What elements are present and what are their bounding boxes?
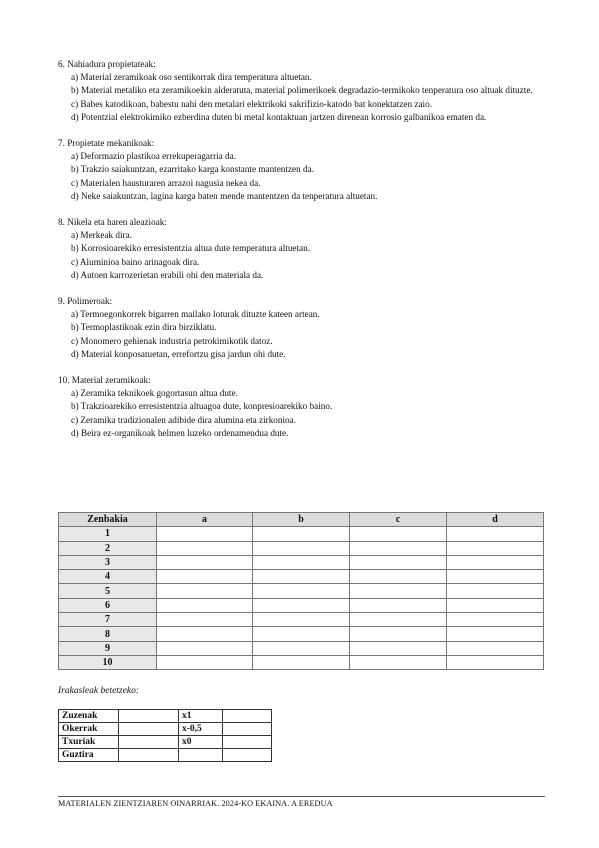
answer-cell-b[interactable] xyxy=(253,570,350,584)
answer-row xyxy=(59,598,544,612)
question-option: c) Zeramika tradizionalen adibide dira alumina eta zirkonioa. xyxy=(71,414,296,425)
page-footer: MATERIALEN ZIENTZIAREN OINARRIAK. 2024-KO EKAINA. A EREDUA xyxy=(58,799,333,808)
answer-row-number: 1 xyxy=(59,527,157,541)
header-option-b: b xyxy=(253,513,350,527)
score-result-cell[interactable] xyxy=(223,710,272,723)
answer-row-number: 9 xyxy=(59,641,157,655)
question-block xyxy=(58,295,546,361)
question-block xyxy=(58,58,546,124)
answer-cell-a[interactable] xyxy=(157,541,253,555)
answer-row xyxy=(59,570,544,584)
score-result-cell[interactable] xyxy=(223,723,272,736)
question-option: b) Material metaliko eta zeramikoekin alderatuta, material polimerikoek degradazio-termikoko tenperatura oso altuak dituzte. xyxy=(71,85,533,96)
answer-cell-a[interactable] xyxy=(157,527,253,541)
answer-cell-c[interactable] xyxy=(350,613,447,627)
answer-cell-c[interactable] xyxy=(350,627,447,641)
answer-cell-c[interactable] xyxy=(350,641,447,655)
footer-divider xyxy=(58,796,545,797)
answer-row xyxy=(59,627,544,641)
question-block xyxy=(58,374,546,440)
question-list xyxy=(58,58,546,453)
answer-row xyxy=(59,641,544,655)
question-option: d) Neke saiakuntzan, lagina karga baten mende mantentzen da tenperatura altuetan. xyxy=(71,190,378,201)
score-row xyxy=(59,723,272,736)
question-title: 6. Nahiadura propietateak: xyxy=(58,59,156,69)
question-option: d) Beira ez-organikoak helmen luzeko ordenamendua dute. xyxy=(71,427,289,438)
answer-cell-d[interactable] xyxy=(447,555,544,569)
score-label: Okerrak xyxy=(59,723,119,736)
answer-cell-c[interactable] xyxy=(350,584,447,598)
answer-cell-a[interactable] xyxy=(157,555,253,569)
answer-cell-c[interactable] xyxy=(350,555,447,569)
answer-cell-a[interactable] xyxy=(157,627,253,641)
question-title: 9. Polimeroak: xyxy=(58,296,113,307)
question-option: c) Aluminioa baino arinagoak dira. xyxy=(71,256,200,267)
answer-row-number: 8 xyxy=(59,627,157,641)
answer-cell-b[interactable] xyxy=(253,641,350,655)
score-result-cell[interactable] xyxy=(223,749,272,762)
score-multiplier: x1 xyxy=(179,710,223,723)
answer-cell-a[interactable] xyxy=(157,655,253,669)
score-multiplier: x0 xyxy=(179,736,223,749)
answer-cell-d[interactable] xyxy=(447,641,544,655)
answer-row-number: 3 xyxy=(59,555,157,569)
score-result-cell[interactable] xyxy=(223,736,272,749)
answer-row xyxy=(59,527,544,541)
answer-cell-d[interactable] xyxy=(447,584,544,598)
header-option-a: a xyxy=(157,513,253,527)
answer-cell-c[interactable] xyxy=(350,527,447,541)
question-title: 8. Nikela eta haren aleazioak: xyxy=(58,217,167,228)
answer-row xyxy=(59,613,544,627)
score-label: Txuriak xyxy=(59,736,119,749)
answer-cell-a[interactable] xyxy=(157,584,253,598)
answer-cell-c[interactable] xyxy=(350,541,447,555)
answer-cell-a[interactable] xyxy=(157,570,253,584)
header-number: Zenbakia xyxy=(59,513,157,527)
answer-cell-d[interactable] xyxy=(447,613,544,627)
question-option: c) Babes katodikoan, babestu nahi den metalari elektrikoki sakrifizio-katodo bat konektatzen zaio. xyxy=(71,98,432,109)
answer-row xyxy=(59,655,544,669)
score-multiplier xyxy=(179,749,223,762)
question-block xyxy=(58,137,546,203)
answer-cell-c[interactable] xyxy=(350,570,447,584)
question-option: d) Autoen karrozerietan erabili ohi den materiala da. xyxy=(71,269,264,280)
question-title: 7. Propietate mekanikoak: xyxy=(58,138,155,149)
question-block xyxy=(58,216,546,282)
answer-cell-b[interactable] xyxy=(253,627,350,641)
answer-row-number: 4 xyxy=(59,570,157,584)
answer-row-number: 10 xyxy=(59,655,157,669)
score-count-cell[interactable] xyxy=(119,736,179,749)
question-option: a) Deformazio plastikoa errekuperagarria da. xyxy=(71,151,237,162)
answer-cell-b[interactable] xyxy=(253,598,350,612)
answer-cell-a[interactable] xyxy=(157,613,253,627)
header-option-c: c xyxy=(350,513,447,527)
answer-cell-d[interactable] xyxy=(447,570,544,584)
answer-cell-d[interactable] xyxy=(447,655,544,669)
answer-row-number: 5 xyxy=(59,584,157,598)
question-option: b) Trakzio saiakuntzan, ezarritako karga konstante mantentzen da. xyxy=(71,164,314,175)
question-option: a) Merkeak dira. xyxy=(71,230,132,241)
question-option: c) Monomero gehienak industria petrokimikotik datoz. xyxy=(71,335,273,346)
score-count-cell[interactable] xyxy=(119,749,179,762)
answer-table-header-row xyxy=(59,513,544,527)
question-option: a) Zeramika teknikoek gogortasun altua dute. xyxy=(71,388,238,399)
score-count-cell[interactable] xyxy=(119,710,179,723)
answer-row xyxy=(59,584,544,598)
header-option-d: d xyxy=(447,513,544,527)
answer-cell-c[interactable] xyxy=(350,655,447,669)
answer-cell-d[interactable] xyxy=(447,541,544,555)
answer-cell-d[interactable] xyxy=(447,627,544,641)
question-title: 10. Material zeramikoak: xyxy=(58,375,151,386)
question-option: d) Potentzial elektrokimiko ezberdina duten bi metal kontaktuan jartzen direnean korrosio galbanikoa ematen da. xyxy=(71,111,487,122)
answer-cell-d[interactable] xyxy=(447,527,544,541)
question-option: d) Material konposatuetan, errefortzu gisa jardun ohi dute. xyxy=(71,348,286,359)
question-option: a) Material zeramikoak oso sentikorrak dira temperatura altuetan. xyxy=(71,72,312,83)
question-option: c) Materialen hausturaren arrazoi nagusia nekea da. xyxy=(71,177,261,188)
question-option: b) Korrosioarekiko erresistentzia altua dute temperatura altuetan. xyxy=(71,243,311,254)
answer-cell-b[interactable] xyxy=(253,555,350,569)
answer-row-number: 6 xyxy=(59,598,157,612)
teacher-note: Irakasleak betetzeko: xyxy=(58,686,139,696)
answer-cell-a[interactable] xyxy=(157,598,253,612)
answer-cell-b[interactable] xyxy=(253,613,350,627)
score-count-cell[interactable] xyxy=(119,723,179,736)
answer-row-number: 2 xyxy=(59,541,157,555)
answer-cell-c[interactable] xyxy=(350,598,447,612)
answer-row xyxy=(59,541,544,555)
question-option: b) Trakzioarekiko erresistentzia altuagoa dute, konpresioarekiko baino. xyxy=(71,401,333,412)
score-row xyxy=(59,710,272,723)
answer-row xyxy=(59,555,544,569)
score-label: Zuzenak xyxy=(59,710,119,723)
score-row xyxy=(59,736,272,749)
question-option: a) Termoegonkorrek bigarren mailako loturak dituzte kateen artean. xyxy=(71,309,320,320)
answer-cell-d[interactable] xyxy=(447,598,544,612)
answer-cell-a[interactable] xyxy=(157,641,253,655)
score-table xyxy=(58,709,272,762)
answer-cell-b[interactable] xyxy=(253,527,350,541)
answer-table xyxy=(58,512,544,670)
answer-cell-b[interactable] xyxy=(253,655,350,669)
answer-cell-b[interactable] xyxy=(253,584,350,598)
answer-row-number: 7 xyxy=(59,613,157,627)
score-label: Guztira xyxy=(59,749,119,762)
answer-cell-b[interactable] xyxy=(253,541,350,555)
question-option: b) Termoplastikoak ezin dira birziklatu. xyxy=(71,322,217,333)
score-row xyxy=(59,749,272,762)
score-multiplier: x-0,5 xyxy=(179,723,223,736)
